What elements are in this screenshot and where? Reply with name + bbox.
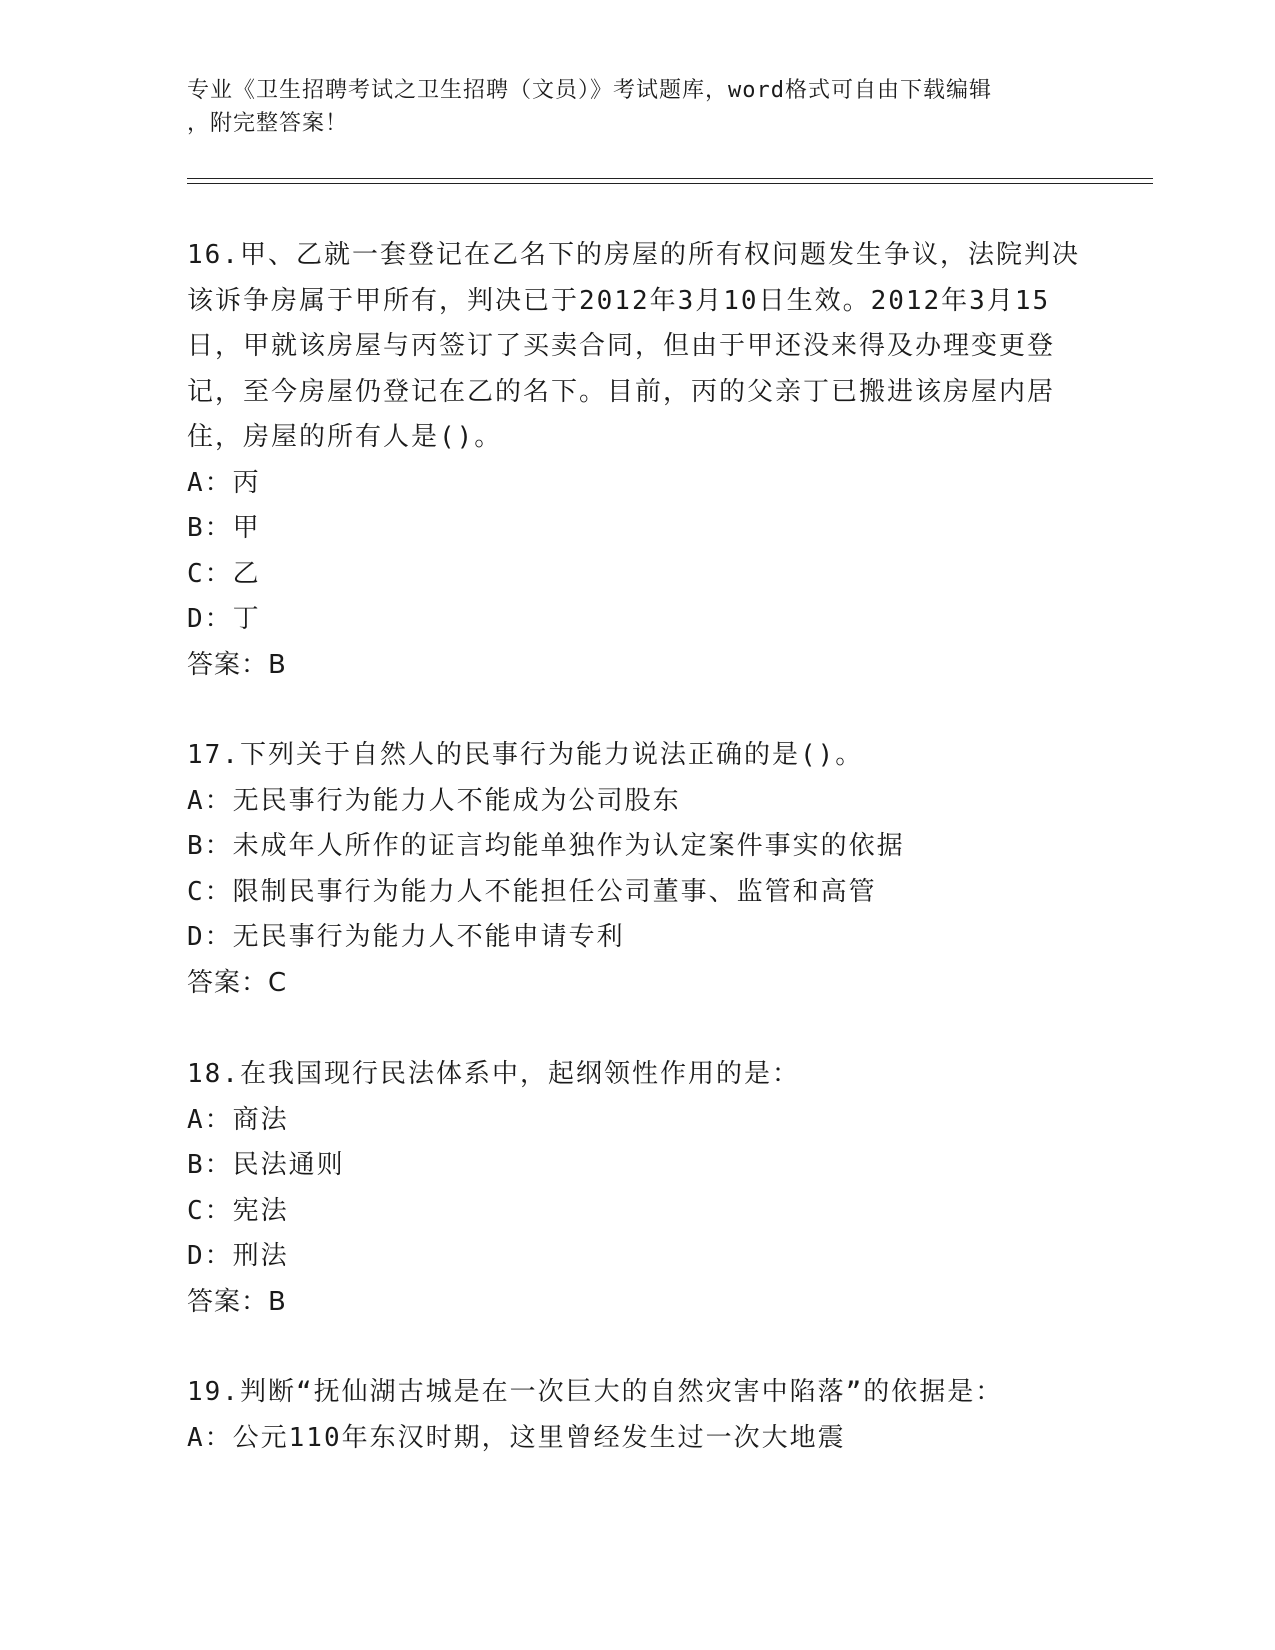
question-text: 16.甲、乙就一套登记在乙名下的房屋的所有权问题发生争议，法院判决该诉争房属于甲所有，判决已于2012年3月10日生效。2012年3月15日，甲就该房屋与丙签订了买卖合同，但由于甲还没来得及办理变更登记，至今房屋仍登记在乙的名下。目前，丙的父亲丁已搬进该房屋内居住，房屋的所有人是()。 (187, 240, 1080, 452)
answer-line: 答案：B (187, 649, 287, 680)
option-a: A：无民事行为能力人不能成为公司股东 (187, 785, 681, 816)
question-17 (187, 733, 1087, 1006)
option-c: C：限制民事行为能力人不能担任公司董事、监管和高管 (187, 876, 877, 907)
document-header (187, 74, 1067, 140)
option-c: C：乙 (187, 558, 261, 589)
question-16 (187, 233, 1087, 688)
answer-line: 答案：C (187, 967, 288, 998)
header-line-2: ，附完整答案！ (187, 111, 349, 136)
option-a: A：商法 (187, 1104, 289, 1135)
question-text: 19.判断“抚仙湖古城是在一次巨大的自然灾害中陷落”的依据是： (187, 1377, 1004, 1407)
question-text: 17.下列关于自然人的民事行为能力说法正确的是()。 (187, 740, 864, 770)
question-text: 18.在我国现行民法体系中，起纲领性作用的是： (187, 1059, 800, 1089)
header-divider-top (187, 178, 1153, 179)
option-c: C：宪法 (187, 1195, 289, 1226)
question-19 (187, 1370, 1087, 1461)
question-18 (187, 1052, 1087, 1325)
option-b: B：未成年人所作的证言均能单独作为认定案件事实的依据 (187, 831, 905, 861)
header-divider-bottom (187, 183, 1153, 184)
option-a: A：丙 (187, 467, 261, 498)
header-line-1: 专业《卫生招聘考试之卫生招聘（文员）》考试题库，word格式可自由下载编辑 (187, 78, 992, 103)
answer-line: 答案：B (187, 1286, 287, 1317)
option-a: A：公元110年东汉时期，这里曾经发生过一次大地震 (187, 1422, 846, 1453)
option-b: B：甲 (187, 513, 261, 543)
option-d: D：丁 (187, 604, 261, 634)
option-b: B：民法通则 (187, 1150, 345, 1180)
option-d: D：无民事行为能力人不能申请专利 (187, 922, 625, 952)
option-d: D：刑法 (187, 1241, 289, 1271)
